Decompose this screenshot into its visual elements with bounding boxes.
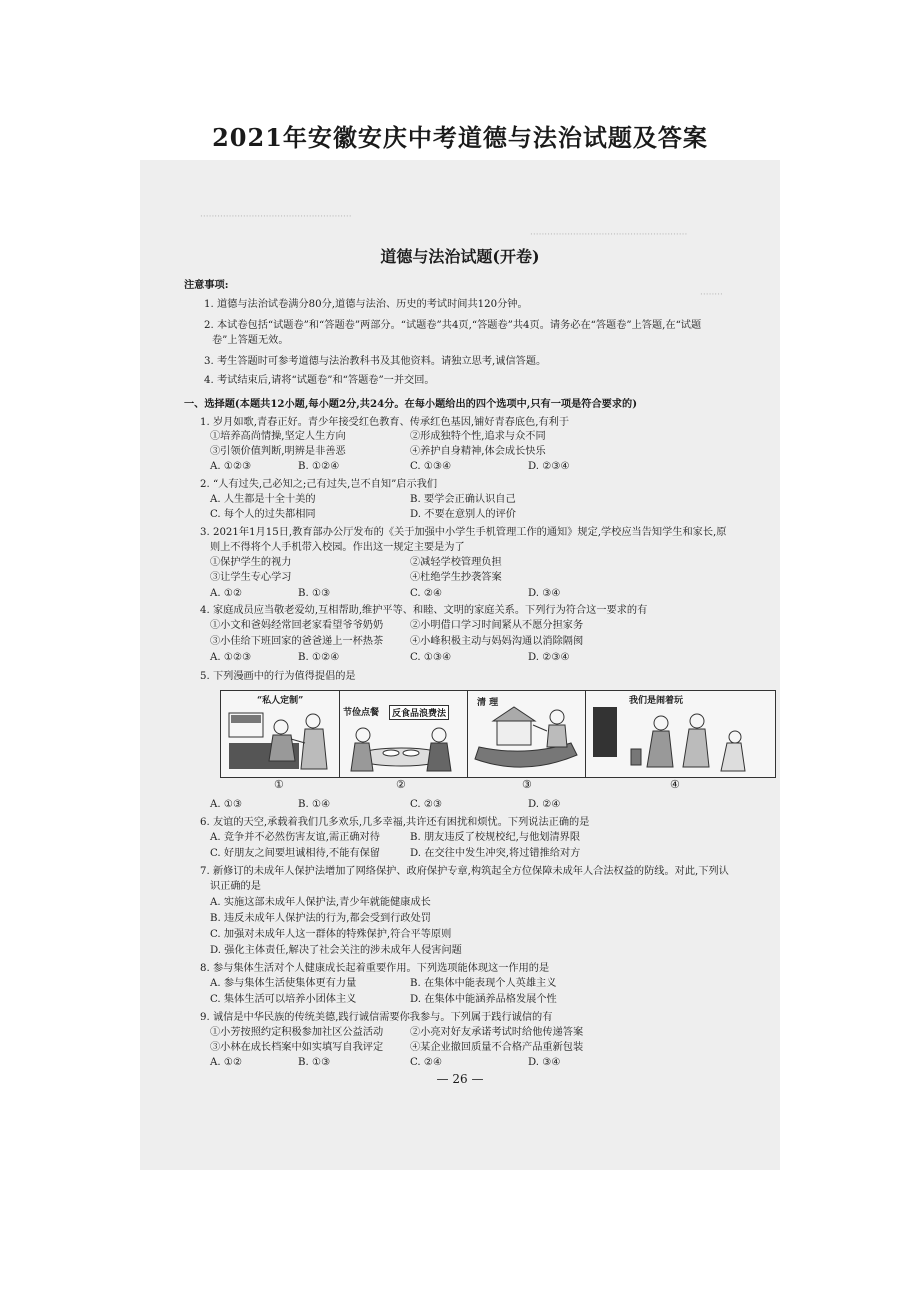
statement: ④杜绝学生抄袭答案: [410, 572, 502, 583]
document-title: 2021年安徽安庆中考道德与法治试题及答案: [212, 123, 708, 152]
question-stem: 5. 下列漫画中的行为值得提倡的是: [200, 671, 356, 682]
option-a: A. 实施这部未成年人保护法,青少年就能健康成长: [210, 897, 431, 908]
notice-item: 3. 考生答题时可参考道德与法治教科书及其他资料。请独立思考,诚信答题。: [204, 356, 547, 367]
question-stem: 则上不得将个人手机带入校园。作出这一规定主要是为了: [210, 542, 465, 553]
question-stem: 3. 2021年1月15日,教育部办公厅发布的《关于加强中小学生手机管理工作的通知》规定,学校应当告知学生和家长,原: [200, 527, 727, 538]
option-c: C. ②④: [410, 1057, 443, 1068]
option-d: D. 不要在意别人的评价: [410, 509, 516, 520]
cartoon-illustration: [339, 691, 467, 777]
option-b: B. ①④: [298, 799, 331, 810]
cartoon-caption: 我们是闹着玩: [629, 696, 684, 706]
statement: ①小文和爸妈经常回老家看望爷爷奶奶: [210, 620, 384, 631]
notice-item: 4. 考试结束后,请将“试题卷”和“答题卷”一并交回。: [204, 375, 435, 386]
cartoon-number: ③: [522, 778, 532, 791]
notice-item: 2. 本试卷包括“试题卷”和“答题卷”两部分。“试题卷”共4页,“答题卷”共4页。请务必在“答题卷”上答题,在“试题: [204, 320, 702, 331]
page-number: — 26 —: [436, 1072, 484, 1086]
option-b: B. ①②④: [298, 461, 340, 472]
cartoon-illustration: [467, 691, 585, 777]
cartoon-illustration: [585, 691, 775, 777]
option-b: B. 在集体中能表现个人英雄主义: [410, 978, 557, 989]
option-b: B. ①③: [298, 1057, 331, 1068]
option-a: A. ①②: [210, 1057, 243, 1068]
option-d: D. ③④: [528, 1057, 561, 1068]
notice-heading: 注意事项:: [184, 279, 229, 291]
option-a: A. 人生都是十全十美的: [210, 494, 316, 505]
option-d: D. 在交往中发生冲突,将过错推给对方: [410, 848, 581, 859]
option-b: B. 要学会正确认识自己: [410, 494, 516, 505]
option-d: D. ②③④: [528, 461, 570, 472]
option-d: D. ③④: [528, 588, 561, 599]
statement: ①保护学生的视力: [210, 557, 292, 568]
cartoon-number: ②: [396, 778, 406, 791]
statement: ③引领价值判断,明辨是非善恶: [210, 446, 346, 457]
section-heading: 一、选择题(本题共12小题,每小题2分,共24分。在每小题给出的四个选项中,只有一项是符合要求的): [184, 398, 638, 410]
question-stem: 6. 友谊的天空,承载着我们几多欢乐,几多幸福,共许还有困扰和烦忧。下列说法正确的是: [200, 817, 590, 828]
cartoon-number: ①: [274, 778, 284, 791]
cartoon-sign: 反食品浪费法: [389, 705, 449, 720]
cartoon-panel-4: [585, 691, 775, 777]
option-c: C. ②③: [410, 799, 443, 810]
option-a: A. ①②③: [210, 652, 252, 663]
option-a: A. 竞争并不必然伤害友谊,需正确对待: [210, 832, 380, 843]
question-stem: 1. 岁月如歌,青春正好。青少年接受红色教育、传承红色基因,铺好青春底色,有利于: [200, 417, 570, 428]
cartoon-number: ④: [670, 778, 680, 791]
option-b: B. ①②④: [298, 652, 340, 663]
cartoon-caption: 清 理: [477, 698, 499, 708]
cartoon-caption: 节俭点餐: [343, 708, 380, 718]
option-c: C. 集体生活可以培养小团体主义: [210, 994, 357, 1005]
option-b: B. 违反未成年人保护法的行为,都会受到行政处罚: [210, 913, 431, 924]
statement: ④养护自身精神,体会成长快乐: [410, 446, 546, 457]
statement: ③让学生专心学习: [210, 572, 292, 583]
option-a: A. ①②③: [210, 461, 252, 472]
option-c: C. 好朋友之间要坦诚相待,不能有保留: [210, 848, 380, 859]
statement: ②形成独特个性,追求与众不同: [410, 431, 546, 442]
option-c: C. ①③④: [410, 652, 452, 663]
question-stem: 9. 诚信是中华民族的传统美德,践行诚信需要你我参与。下列属于践行诚信的有: [200, 1012, 553, 1023]
statement: ②小亮对好友承诺考试时给他传递答案: [410, 1027, 584, 1038]
statement: ①培养高尚情操,坚定人生方向: [210, 431, 346, 442]
cartoon-illustration: [221, 691, 339, 777]
cartoon-panel-2: [339, 691, 468, 777]
scanned-exam-page: [140, 160, 780, 1170]
statement: ②减轻学校管理负担: [410, 557, 502, 568]
option-a: A. 参与集体生活使集体更有力量: [210, 978, 357, 989]
option-c: C. 每个人的过失都相同: [210, 509, 316, 520]
question-stem: 4. 家庭成员应当敬老爱幼,互相帮助,维护平等、和睦、文明的家庭关系。下列行为符合这一要求的有: [200, 605, 648, 616]
statement: ②小明借口学习时间紧从不愿分担家务: [410, 620, 584, 631]
option-d: D. 强化主体责任,解决了社会关注的涉未成年人侵害问题: [210, 945, 462, 956]
paper-title: 道德与法治试题(开卷): [380, 247, 540, 266]
option-b: B. ①③: [298, 588, 331, 599]
question-stem: 识正确的是: [210, 881, 261, 892]
statement: ③小林在成长档案中如实填写自我评定: [210, 1042, 384, 1053]
option-d: D. ②③④: [528, 652, 570, 663]
question-stem: 8. 参与集体生活对个人健康成长起着重要作用。下列选项能体现这一作用的是: [200, 963, 550, 974]
option-d: D. 在集体中能涵养品格发展个性: [410, 994, 557, 1005]
statement: ④某企业撤回质量不合格产品重新包装: [410, 1042, 584, 1053]
question-stem: 7. 新修订的未成年人保护法增加了网络保护、政府保护专章,构筑起全方位保障未成年人合法权益的防线。对此,下列认: [200, 866, 729, 877]
cartoon-panel-3: [467, 691, 586, 777]
cartoon-strip: [220, 690, 776, 778]
option-a: A. ①②: [210, 588, 243, 599]
notice-item: 1. 道德与法治试卷满分80分,道德与法治、历史的考试时间共120分钟。: [204, 299, 528, 310]
bleed-through-text: ·····················································: [200, 212, 352, 222]
option-c: C. 加强对未成年人这一群体的特殊保护,符合平等原则: [210, 929, 452, 940]
question-stem: 2. “人有过失,己必知之;己有过失,岂不自知”启示我们: [200, 479, 438, 490]
statement: ③小佳给下班回家的爸爸递上一杯热茶: [210, 636, 384, 647]
option-a: A. ①③: [210, 799, 243, 810]
bleed-through-text: ·······················································: [530, 230, 688, 240]
option-c: C. ①③④: [410, 461, 452, 472]
cartoon-panel-1: [221, 691, 340, 777]
statement: ①小芳按照约定积极参加社区公益活动: [210, 1027, 384, 1038]
cartoon-caption: “私人定制”: [257, 696, 304, 706]
option-d: D. ②④: [528, 799, 561, 810]
option-c: C. ②④: [410, 588, 443, 599]
option-b: B. 朋友违反了校规校纪,与他划清界限: [410, 832, 581, 843]
notice-item: 卷”上答题无效。: [212, 335, 289, 346]
statement: ④小峰积极主动与妈妈沟通以消除隔阂: [410, 636, 584, 647]
bleed-through-text: ········: [700, 290, 723, 300]
